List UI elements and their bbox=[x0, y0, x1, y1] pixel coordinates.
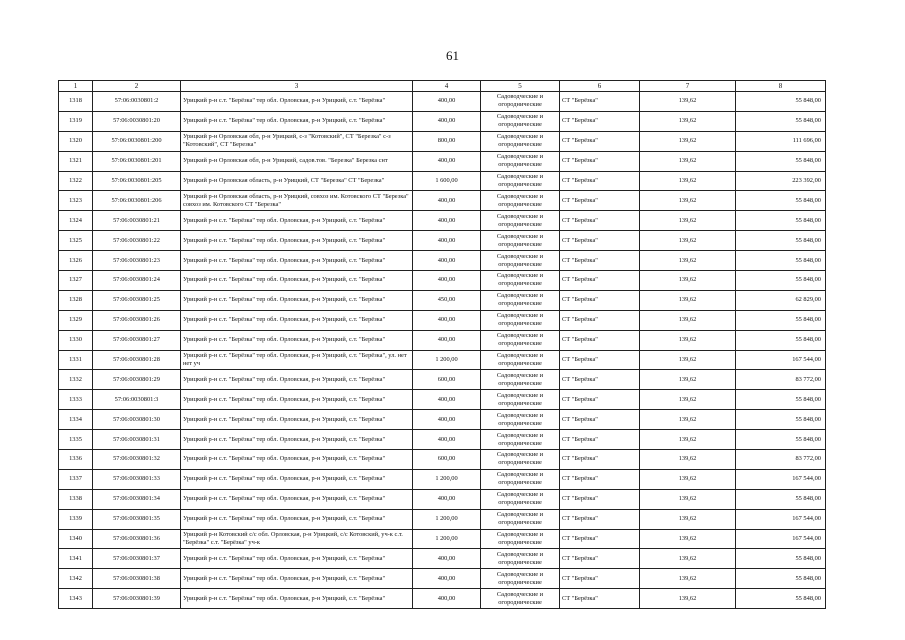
row-number-cell: 1323 bbox=[59, 191, 93, 211]
owner-cell: СТ "Берёзка" bbox=[560, 549, 640, 569]
owner-cell: СТ "Берёзка" bbox=[560, 191, 640, 211]
cadastral-value-cell: 62 829,00 bbox=[736, 290, 826, 310]
owner-cell: СТ "Берёзка" bbox=[560, 271, 640, 291]
cadastral-value-cell: 55 848,00 bbox=[736, 191, 826, 211]
row-number-cell: 1327 bbox=[59, 271, 93, 291]
owner-cell: СТ "Берёзка" bbox=[560, 430, 640, 450]
owner-cell: СТ "Берёзка" bbox=[560, 589, 640, 609]
owner-cell: СТ "Берёзка" bbox=[560, 450, 640, 470]
land-use-cell: Садоводческие и огороднические bbox=[481, 450, 560, 470]
owner-cell: СТ "Берёзка" bbox=[560, 151, 640, 171]
area-cell: 1 600,00 bbox=[413, 171, 481, 191]
row-number-cell: 1340 bbox=[59, 529, 93, 549]
land-use-cell: Садоводческие и огороднические bbox=[481, 509, 560, 529]
specific-value-cell: 139,62 bbox=[640, 111, 736, 131]
area-cell: 400,00 bbox=[413, 251, 481, 271]
cadastral-number-cell: 57:06:0030801:34 bbox=[93, 489, 181, 509]
column-header: 2 bbox=[93, 81, 181, 92]
cadastral-value-cell: 55 848,00 bbox=[736, 549, 826, 569]
area-cell: 600,00 bbox=[413, 450, 481, 470]
column-header: 7 bbox=[640, 81, 736, 92]
row-number-cell: 1335 bbox=[59, 430, 93, 450]
row-number-cell: 1341 bbox=[59, 549, 93, 569]
land-use-cell: Садоводческие и огороднические bbox=[481, 131, 560, 151]
area-cell: 400,00 bbox=[413, 549, 481, 569]
cadastral-number-cell: 57:06:0030801:39 bbox=[93, 589, 181, 609]
cadastral-value-cell: 223 392,00 bbox=[736, 171, 826, 191]
cadastral-number-cell: 57:06:0030801:37 bbox=[93, 549, 181, 569]
area-cell: 400,00 bbox=[413, 151, 481, 171]
specific-value-cell: 139,62 bbox=[640, 211, 736, 231]
specific-value-cell: 139,62 bbox=[640, 450, 736, 470]
table-row bbox=[59, 92, 826, 112]
area-cell: 1 200,00 bbox=[413, 350, 481, 370]
row-number-cell: 1329 bbox=[59, 310, 93, 330]
area-cell: 800,00 bbox=[413, 131, 481, 151]
cadastral-number-cell: 57:06:0030801:22 bbox=[93, 231, 181, 251]
address-cell: Урицкий р-н с.т. "Берёзка" тер обл. Орловская, р-н Урицкий, с.т. "Берёзка" bbox=[181, 310, 413, 330]
specific-value-cell: 139,62 bbox=[640, 92, 736, 112]
address-cell: Урицкий р-н Орловская область, р-н Урицкий, совхоз им. Котовского СТ "Березка" совхоз им. Котовского СТ "Березка" bbox=[181, 191, 413, 211]
land-use-cell: Садоводческие и огороднические bbox=[481, 191, 560, 211]
owner-cell: СТ "Берёзка" bbox=[560, 171, 640, 191]
area-cell: 600,00 bbox=[413, 370, 481, 390]
cadastral-number-cell: 57:06:0030801:38 bbox=[93, 569, 181, 589]
address-cell: Урицкий р-н с.т. "Берёзка" тер обл. Орловская, р-н Урицкий, с.т. "Берёзка" bbox=[181, 231, 413, 251]
table-row bbox=[59, 509, 826, 529]
owner-cell: СТ "Берёзка" bbox=[560, 569, 640, 589]
row-number-cell: 1328 bbox=[59, 290, 93, 310]
land-use-cell: Садоводческие и огороднические bbox=[481, 569, 560, 589]
specific-value-cell: 139,62 bbox=[640, 549, 736, 569]
column-header: 5 bbox=[481, 81, 560, 92]
address-cell: Урицкий р-н с.т. "Берёзка" тер обл. Орловская, р-н Урицкий, с.т. "Берёзка" bbox=[181, 111, 413, 131]
specific-value-cell: 139,62 bbox=[640, 509, 736, 529]
cadastral-value-cell: 83 772,00 bbox=[736, 450, 826, 470]
address-cell: Урицкий р-н с.т. "Берёзка" тер обл. Орловская, р-н Урицкий, с.т. "Берёзка" bbox=[181, 549, 413, 569]
specific-value-cell: 139,62 bbox=[640, 529, 736, 549]
cadastral-number-cell: 57:06:0030801:31 bbox=[93, 430, 181, 450]
address-cell: Урицкий р-н с.т. "Берёзка" тер обл. Орловская, р-н Урицкий, с.т. "Берёзка" bbox=[181, 330, 413, 350]
cadastral-number-cell: 57:06:0030801:21 bbox=[93, 211, 181, 231]
area-cell: 400,00 bbox=[413, 310, 481, 330]
row-number-cell: 1337 bbox=[59, 469, 93, 489]
specific-value-cell: 139,62 bbox=[640, 271, 736, 291]
land-use-cell: Садоводческие и огороднические bbox=[481, 469, 560, 489]
table-row bbox=[59, 469, 826, 489]
cadastral-number-cell: 57:06:0030801:200 bbox=[93, 131, 181, 151]
specific-value-cell: 139,62 bbox=[640, 430, 736, 450]
area-cell: 400,00 bbox=[413, 390, 481, 410]
owner-cell: СТ "Берёзка" bbox=[560, 330, 640, 350]
row-number-cell: 1338 bbox=[59, 489, 93, 509]
row-number-cell: 1330 bbox=[59, 330, 93, 350]
area-cell: 400,00 bbox=[413, 231, 481, 251]
registry-table bbox=[58, 80, 826, 609]
specific-value-cell: 139,62 bbox=[640, 370, 736, 390]
address-cell: Урицкий р-н с.т. "Берёзка" тер обл. Орловская, р-н Урицкий, с.т. "Берёзка" bbox=[181, 271, 413, 291]
cadastral-value-cell: 55 848,00 bbox=[736, 489, 826, 509]
cadastral-number-cell: 57:06:0030801:24 bbox=[93, 271, 181, 291]
land-use-cell: Садоводческие и огороднические bbox=[481, 171, 560, 191]
land-use-cell: Садоводческие и огороднические bbox=[481, 271, 560, 291]
address-cell: Урицкий р-н с.т. "Берёзка" тер обл. Орловская, р-н Урицкий, с.т. "Берёзка" bbox=[181, 469, 413, 489]
area-cell: 400,00 bbox=[413, 330, 481, 350]
owner-cell: СТ "Берёзка" bbox=[560, 390, 640, 410]
table-row bbox=[59, 430, 826, 450]
area-cell: 400,00 bbox=[413, 92, 481, 112]
address-cell: Урицкий р-н с.т. "Берёзка" тер обл. Орловская, р-н Урицкий, с.т. "Берёзка" bbox=[181, 569, 413, 589]
specific-value-cell: 139,62 bbox=[640, 131, 736, 151]
area-cell: 400,00 bbox=[413, 589, 481, 609]
land-use-cell: Садоводческие и огороднические bbox=[481, 330, 560, 350]
owner-cell: СТ "Берёзка" bbox=[560, 509, 640, 529]
cadastral-value-cell: 55 848,00 bbox=[736, 310, 826, 330]
specific-value-cell: 139,62 bbox=[640, 231, 736, 251]
area-cell: 400,00 bbox=[413, 271, 481, 291]
address-cell: Урицкий р-н с.т. "Берёзка" тер обл. Орловская, р-н Урицкий, с.т. "Берёзка" bbox=[181, 370, 413, 390]
table-row bbox=[59, 290, 826, 310]
row-number-cell: 1332 bbox=[59, 370, 93, 390]
table-row bbox=[59, 569, 826, 589]
owner-cell: СТ "Берёзка" bbox=[560, 131, 640, 151]
cadastral-value-cell: 83 772,00 bbox=[736, 370, 826, 390]
owner-cell: СТ "Берёзка" bbox=[560, 310, 640, 330]
land-use-cell: Садоводческие и огороднические bbox=[481, 390, 560, 410]
row-number-cell: 1318 bbox=[59, 92, 93, 112]
table-row bbox=[59, 310, 826, 330]
cadastral-number-cell: 57:06:0030801:36 bbox=[93, 529, 181, 549]
cadastral-number-cell: 57:06:0030801:25 bbox=[93, 290, 181, 310]
specific-value-cell: 139,62 bbox=[640, 290, 736, 310]
land-use-cell: Садоводческие и огороднические bbox=[481, 529, 560, 549]
table-row bbox=[59, 350, 826, 370]
table-row bbox=[59, 489, 826, 509]
address-cell: Урицкий р-н с.т. "Берёзка" тер обл. Орловская, р-н Урицкий, с.т. "Берёзка", ул. нет нет уч bbox=[181, 350, 413, 370]
cadastral-value-cell: 55 848,00 bbox=[736, 251, 826, 271]
table-row bbox=[59, 251, 826, 271]
row-number-cell: 1343 bbox=[59, 589, 93, 609]
table-row bbox=[59, 211, 826, 231]
row-number-cell: 1333 bbox=[59, 390, 93, 410]
cadastral-value-cell: 55 848,00 bbox=[736, 430, 826, 450]
cadastral-number-cell: 57:06:0030801:26 bbox=[93, 310, 181, 330]
area-cell: 1 200,00 bbox=[413, 469, 481, 489]
specific-value-cell: 139,62 bbox=[640, 191, 736, 211]
address-cell: Урицкий р-н с.т. "Берёзка" тер обл. Орловская, р-н Урицкий, с.т. "Берёзка" bbox=[181, 489, 413, 509]
address-cell: Урицкий р-н с.т. "Берёзка" тер обл. Орловская, р-н Урицкий, с.т. "Берёзка" bbox=[181, 290, 413, 310]
table-row bbox=[59, 151, 826, 171]
land-use-cell: Садоводческие и огороднические bbox=[481, 211, 560, 231]
cadastral-number-cell: 57:06:0030801:3 bbox=[93, 390, 181, 410]
area-cell: 400,00 bbox=[413, 111, 481, 131]
row-number-cell: 1339 bbox=[59, 509, 93, 529]
specific-value-cell: 139,62 bbox=[640, 589, 736, 609]
cadastral-value-cell: 55 848,00 bbox=[736, 211, 826, 231]
cadastral-value-cell: 167 544,00 bbox=[736, 529, 826, 549]
specific-value-cell: 139,62 bbox=[640, 390, 736, 410]
specific-value-cell: 139,62 bbox=[640, 151, 736, 171]
cadastral-value-cell: 55 848,00 bbox=[736, 92, 826, 112]
cadastral-value-cell: 55 848,00 bbox=[736, 569, 826, 589]
specific-value-cell: 139,62 bbox=[640, 350, 736, 370]
owner-cell: СТ "Берёзка" bbox=[560, 251, 640, 271]
cadastral-value-cell: 167 544,00 bbox=[736, 469, 826, 489]
specific-value-cell: 139,62 bbox=[640, 310, 736, 330]
table-row bbox=[59, 589, 826, 609]
table-row bbox=[59, 191, 826, 211]
cadastral-number-cell: 57:06:0030801:205 bbox=[93, 171, 181, 191]
land-use-cell: Садоводческие и огороднические bbox=[481, 430, 560, 450]
area-cell: 400,00 bbox=[413, 191, 481, 211]
row-number-cell: 1326 bbox=[59, 251, 93, 271]
cadastral-number-cell: 57:06:0030801:30 bbox=[93, 410, 181, 430]
table-body bbox=[59, 92, 826, 609]
row-number-cell: 1322 bbox=[59, 171, 93, 191]
land-use-cell: Садоводческие и огороднические bbox=[481, 410, 560, 430]
column-header: 4 bbox=[413, 81, 481, 92]
row-number-cell: 1321 bbox=[59, 151, 93, 171]
header-row bbox=[59, 81, 826, 92]
cadastral-number-cell: 57:06:0030801:29 bbox=[93, 370, 181, 390]
area-cell: 450,00 bbox=[413, 290, 481, 310]
row-number-cell: 1342 bbox=[59, 569, 93, 589]
address-cell: Урицкий р-н с.т. "Берёзка" тер обл. Орловская, р-н Урицкий, с.т. "Берёзка" bbox=[181, 390, 413, 410]
area-cell: 400,00 bbox=[413, 410, 481, 430]
row-number-cell: 1324 bbox=[59, 211, 93, 231]
cadastral-number-cell: 57:06:0030801:2 bbox=[93, 92, 181, 112]
specific-value-cell: 139,62 bbox=[640, 251, 736, 271]
cadastral-value-cell: 55 848,00 bbox=[736, 390, 826, 410]
cadastral-value-cell: 111 696,00 bbox=[736, 131, 826, 151]
registry-table-container bbox=[58, 80, 825, 609]
owner-cell: СТ "Берёзка" bbox=[560, 489, 640, 509]
table-row bbox=[59, 171, 826, 191]
address-cell: Урицкий р-н Котовский с/с обл. Орловская, р-н Урицкий, с/с Котовский, уч-к с.т. "Берёзка" с.т. "Берёзка" уч-к bbox=[181, 529, 413, 549]
table-row bbox=[59, 450, 826, 470]
address-cell: Урицкий р-н с.т. "Берёзка" тер обл. Орловская, р-н Урицкий, с.т. "Берёзка" bbox=[181, 92, 413, 112]
area-cell: 400,00 bbox=[413, 489, 481, 509]
owner-cell: СТ "Берёзка" bbox=[560, 111, 640, 131]
area-cell: 400,00 bbox=[413, 569, 481, 589]
area-cell: 1 200,00 bbox=[413, 509, 481, 529]
land-use-cell: Садоводческие и огороднические bbox=[481, 489, 560, 509]
table-row bbox=[59, 271, 826, 291]
cadastral-number-cell: 57:06:0030801:27 bbox=[93, 330, 181, 350]
address-cell: Урицкий р-н с.т. "Берёзка" тер обл. Орловская, р-н Урицкий, с.т. "Берёзка" bbox=[181, 211, 413, 231]
cadastral-number-cell: 57:06:0030801:32 bbox=[93, 450, 181, 470]
cadastral-value-cell: 167 544,00 bbox=[736, 509, 826, 529]
table-row bbox=[59, 131, 826, 151]
table-row bbox=[59, 111, 826, 131]
area-cell: 400,00 bbox=[413, 430, 481, 450]
owner-cell: СТ "Берёзка" bbox=[560, 92, 640, 112]
area-cell: 400,00 bbox=[413, 211, 481, 231]
address-cell: Урицкий р-н с.т. "Берёзка" тер обл. Орловская, р-н Урицкий, с.т. "Берёзка" bbox=[181, 251, 413, 271]
row-number-cell: 1336 bbox=[59, 450, 93, 470]
row-number-cell: 1334 bbox=[59, 410, 93, 430]
table-row bbox=[59, 529, 826, 549]
cadastral-value-cell: 55 848,00 bbox=[736, 151, 826, 171]
owner-cell: СТ "Берёзка" bbox=[560, 211, 640, 231]
cadastral-number-cell: 57:06:0030801:20 bbox=[93, 111, 181, 131]
specific-value-cell: 139,62 bbox=[640, 569, 736, 589]
row-number-cell: 1325 bbox=[59, 231, 93, 251]
cadastral-value-cell: 55 848,00 bbox=[736, 271, 826, 291]
land-use-cell: Садоводческие и огороднические bbox=[481, 151, 560, 171]
address-cell: Урицкий р-н Орловская обл, р-н Урицкий, садов.тов. "Березка" Березка снт bbox=[181, 151, 413, 171]
land-use-cell: Садоводческие и огороднические bbox=[481, 251, 560, 271]
area-cell: 1 200,00 bbox=[413, 529, 481, 549]
cadastral-number-cell: 57:06:0030801:23 bbox=[93, 251, 181, 271]
specific-value-cell: 139,62 bbox=[640, 330, 736, 350]
cadastral-value-cell: 55 848,00 bbox=[736, 111, 826, 131]
column-header: 8 bbox=[736, 81, 826, 92]
address-cell: Урицкий р-н с.т. "Берёзка" тер обл. Орловская, р-н Урицкий, с.т. "Берёзка" bbox=[181, 410, 413, 430]
land-use-cell: Садоводческие и огороднические bbox=[481, 92, 560, 112]
column-header: 1 bbox=[59, 81, 93, 92]
row-number-cell: 1320 bbox=[59, 131, 93, 151]
table-row bbox=[59, 410, 826, 430]
address-cell: Урицкий р-н Орловская обл, р-н Урицкий, с-з "Котовский", СТ "Березка" с-з "Котовский", СТ "Березка" bbox=[181, 131, 413, 151]
land-use-cell: Садоводческие и огороднические bbox=[481, 290, 560, 310]
table-row bbox=[59, 330, 826, 350]
land-use-cell: Садоводческие и огороднические bbox=[481, 589, 560, 609]
cadastral-value-cell: 55 848,00 bbox=[736, 589, 826, 609]
row-number-cell: 1319 bbox=[59, 111, 93, 131]
cadastral-number-cell: 57:06:0030801:28 bbox=[93, 350, 181, 370]
table-row bbox=[59, 549, 826, 569]
cadastral-number-cell: 57:06:0030801:33 bbox=[93, 469, 181, 489]
land-use-cell: Садоводческие и огороднические bbox=[481, 310, 560, 330]
owner-cell: СТ "Берёзка" bbox=[560, 469, 640, 489]
owner-cell: СТ "Берёзка" bbox=[560, 231, 640, 251]
row-number-cell: 1331 bbox=[59, 350, 93, 370]
land-use-cell: Садоводческие и огороднические bbox=[481, 370, 560, 390]
land-use-cell: Садоводческие и огороднические bbox=[481, 350, 560, 370]
specific-value-cell: 139,62 bbox=[640, 489, 736, 509]
land-use-cell: Садоводческие и огороднические bbox=[481, 231, 560, 251]
column-header: 6 bbox=[560, 81, 640, 92]
cadastral-value-cell: 55 848,00 bbox=[736, 410, 826, 430]
owner-cell: СТ "Берёзка" bbox=[560, 410, 640, 430]
land-use-cell: Садоводческие и огороднические bbox=[481, 549, 560, 569]
table-row bbox=[59, 231, 826, 251]
cadastral-number-cell: 57:06:0030801:201 bbox=[93, 151, 181, 171]
cadastral-value-cell: 55 848,00 bbox=[736, 330, 826, 350]
specific-value-cell: 139,62 bbox=[640, 469, 736, 489]
address-cell: Урицкий р-н с.т. "Берёзка" тер обл. Орловская, р-н Урицкий, с.т. "Берёзка" bbox=[181, 450, 413, 470]
cadastral-value-cell: 55 848,00 bbox=[736, 231, 826, 251]
column-header: 3 bbox=[181, 81, 413, 92]
address-cell: Урицкий р-н с.т. "Берёзка" тер обл. Орловская, р-н Урицкий, с.т. "Берёзка" bbox=[181, 509, 413, 529]
land-use-cell: Садоводческие и огороднические bbox=[481, 111, 560, 131]
table-row bbox=[59, 370, 826, 390]
owner-cell: СТ "Берёзка" bbox=[560, 370, 640, 390]
table-row bbox=[59, 390, 826, 410]
specific-value-cell: 139,62 bbox=[640, 171, 736, 191]
cadastral-number-cell: 57:06:0030801:35 bbox=[93, 509, 181, 529]
owner-cell: СТ "Берёзка" bbox=[560, 290, 640, 310]
owner-cell: СТ "Берёзка" bbox=[560, 350, 640, 370]
owner-cell: СТ "Берёзка" bbox=[560, 529, 640, 549]
address-cell: Урицкий р-н Орловская область, р-н Урицкий, СТ "Березка" СТ "Березка" bbox=[181, 171, 413, 191]
cadastral-value-cell: 167 544,00 bbox=[736, 350, 826, 370]
specific-value-cell: 139,62 bbox=[640, 410, 736, 430]
address-cell: Урицкий р-н с.т. "Берёзка" тер обл. Орловская, р-н Урицкий, с.т. "Берёзка" bbox=[181, 589, 413, 609]
cadastral-number-cell: 57:06:0030801:206 bbox=[93, 191, 181, 211]
page-number: 61 bbox=[446, 48, 459, 63]
address-cell: Урицкий р-н с.т. "Берёзка" тер обл. Орловская, р-н Урицкий, с.т. "Берёзка" bbox=[181, 430, 413, 450]
